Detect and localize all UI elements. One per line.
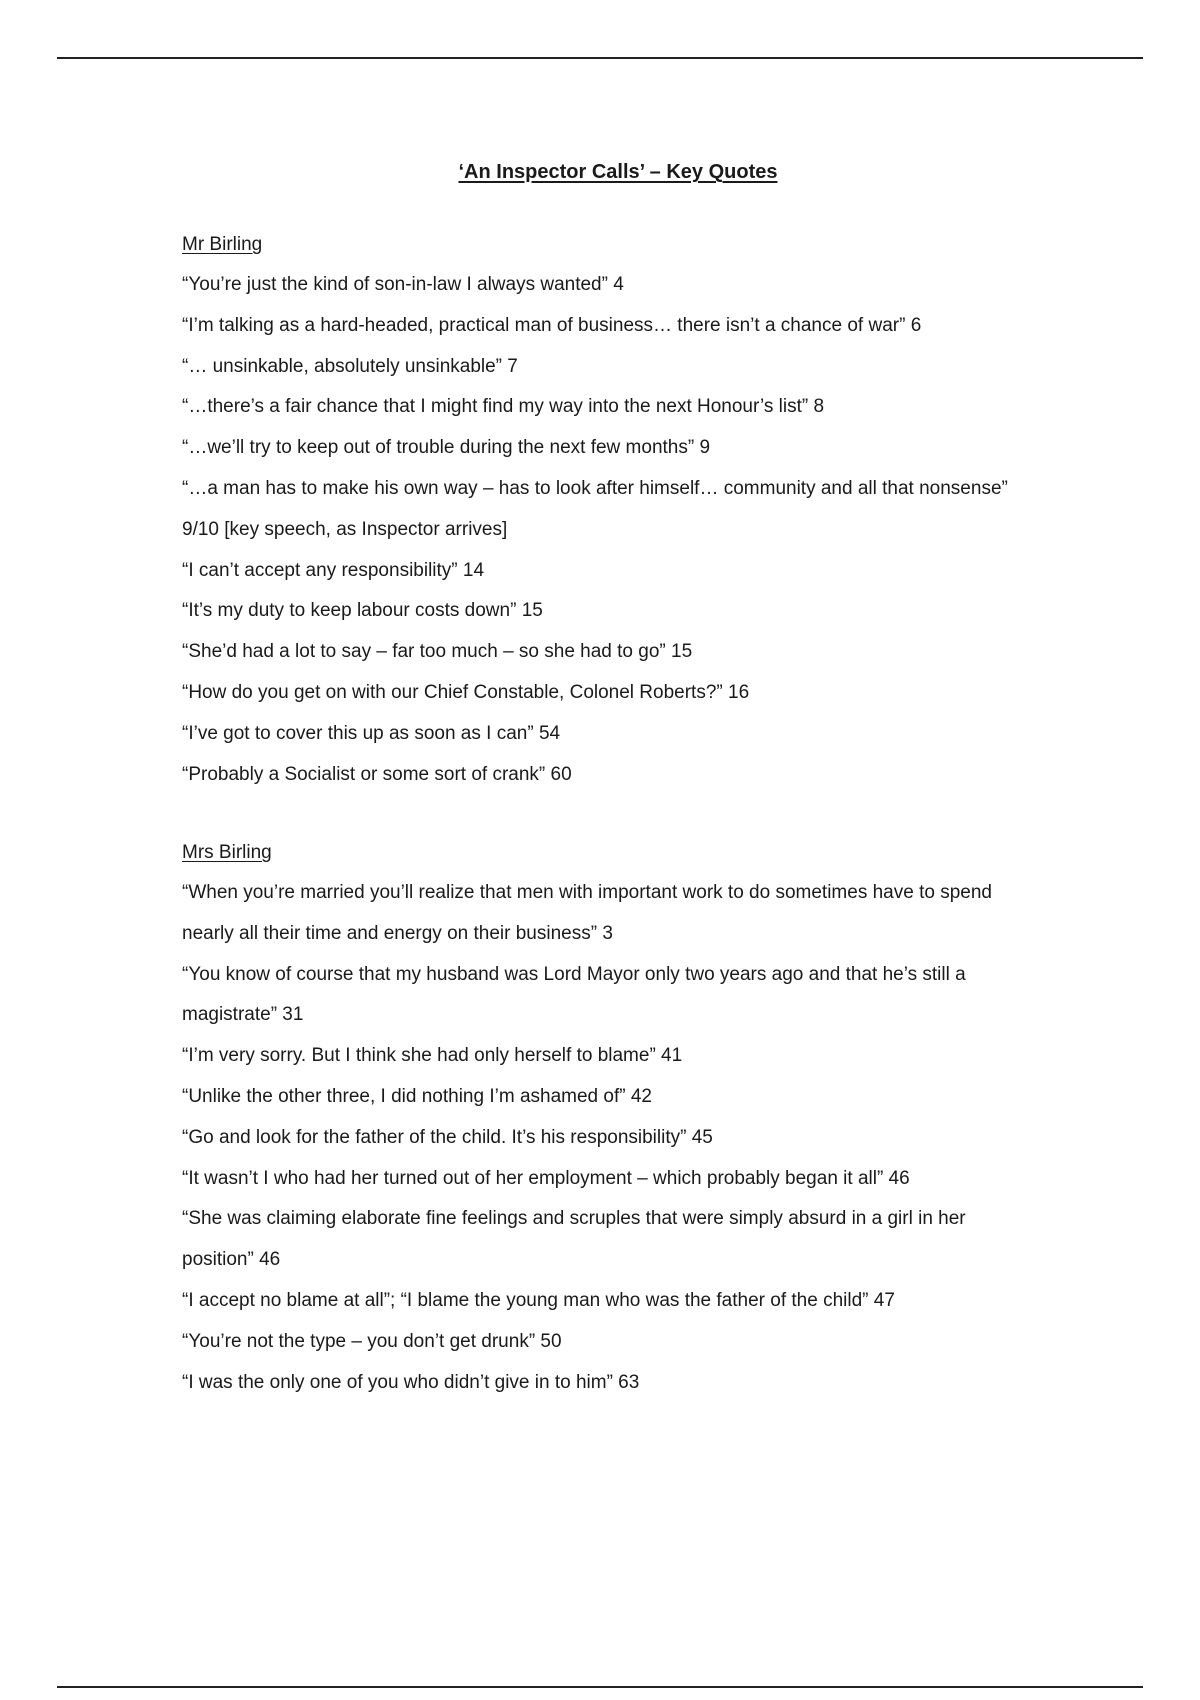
quote-item: “I was the only one of you who didn’t give in to him” 63 bbox=[182, 1371, 640, 1393]
section-heading-mrs-birling: Mrs Birling bbox=[182, 842, 272, 863]
quote-item: “Go and look for the father of the child. It’s his responsibility” 45 bbox=[182, 1126, 713, 1148]
quote-item: “She was claiming elaborate fine feelings and scruples that were simply absurd in a girl in her position” 46 bbox=[182, 1208, 966, 1271]
quote-item: “Probably a Socialist or some sort of crank” 60 bbox=[182, 763, 572, 785]
quote-item: “It’s my duty to keep labour costs down” 15 bbox=[182, 600, 543, 622]
quote-item: “Unlike the other three, I did nothing I’m ashamed of” 42 bbox=[182, 1085, 652, 1107]
quote-item: “You’re just the kind of son-in-law I always wanted” 4 bbox=[182, 274, 624, 295]
quote-item: “You know of course that my husband was Lord Mayor only two years ago and that he’s still a magistrate” 31 bbox=[182, 963, 966, 1026]
section-heading-mr-birling: Mr Birling bbox=[182, 234, 263, 255]
quote-item: “I accept no blame at all”; “I blame the young man who was the father of the child” 47 bbox=[182, 1289, 895, 1311]
section-mr-birling bbox=[182, 225, 1042, 795]
page-title-text: ‘An Inspector Calls’ – Key Quotes bbox=[458, 161, 778, 184]
quote-item: “I’m talking as a hard-headed, practical man of business… there isn’t a chance of war” 6 bbox=[182, 314, 922, 336]
quote-item: “… unsinkable, absolutely unsinkable” 7 bbox=[182, 355, 518, 377]
bottom-rule bbox=[57, 1686, 1143, 1688]
quote-list-mrs-birling bbox=[182, 873, 1042, 1403]
page-title bbox=[0, 159, 1200, 185]
quote-item: “It wasn’t I who had her turned out of her employment – which probably began it all” 46 bbox=[182, 1167, 910, 1189]
quote-item: “…a man has to make his own way – has to look after himself… community and all that nonsense” 9/10 [key speech, as Inspector arrives] bbox=[182, 477, 1008, 540]
quote-item: “I can’t accept any responsibility” 14 bbox=[182, 559, 485, 581]
quote-item: “You’re not the type – you don’t get drunk” 50 bbox=[182, 1330, 562, 1352]
quote-item: “She’d had a lot to say – far too much – so she had to go” 15 bbox=[182, 641, 693, 663]
quote-item: “…there’s a fair chance that I might find my way into the next Honour’s list” 8 bbox=[182, 396, 825, 418]
section-mrs-birling bbox=[182, 833, 1042, 1403]
quote-item: “How do you get on with our Chief Constable, Colonel Roberts?” 16 bbox=[182, 681, 750, 703]
quote-item: “When you’re married you’ll realize that men with important work to do sometimes have to spend nearly all their time and energy on their business” 3 bbox=[182, 882, 992, 944]
top-rule bbox=[57, 57, 1143, 59]
quote-item: “…we’ll try to keep out of trouble during the next few months” 9 bbox=[182, 437, 711, 459]
quote-item: “I’m very sorry. But I think she had only herself to blame” 41 bbox=[182, 1045, 683, 1067]
quote-list-mr-birling bbox=[182, 265, 1042, 795]
quote-item: “I’ve got to cover this up as soon as I can” 54 bbox=[182, 722, 561, 744]
